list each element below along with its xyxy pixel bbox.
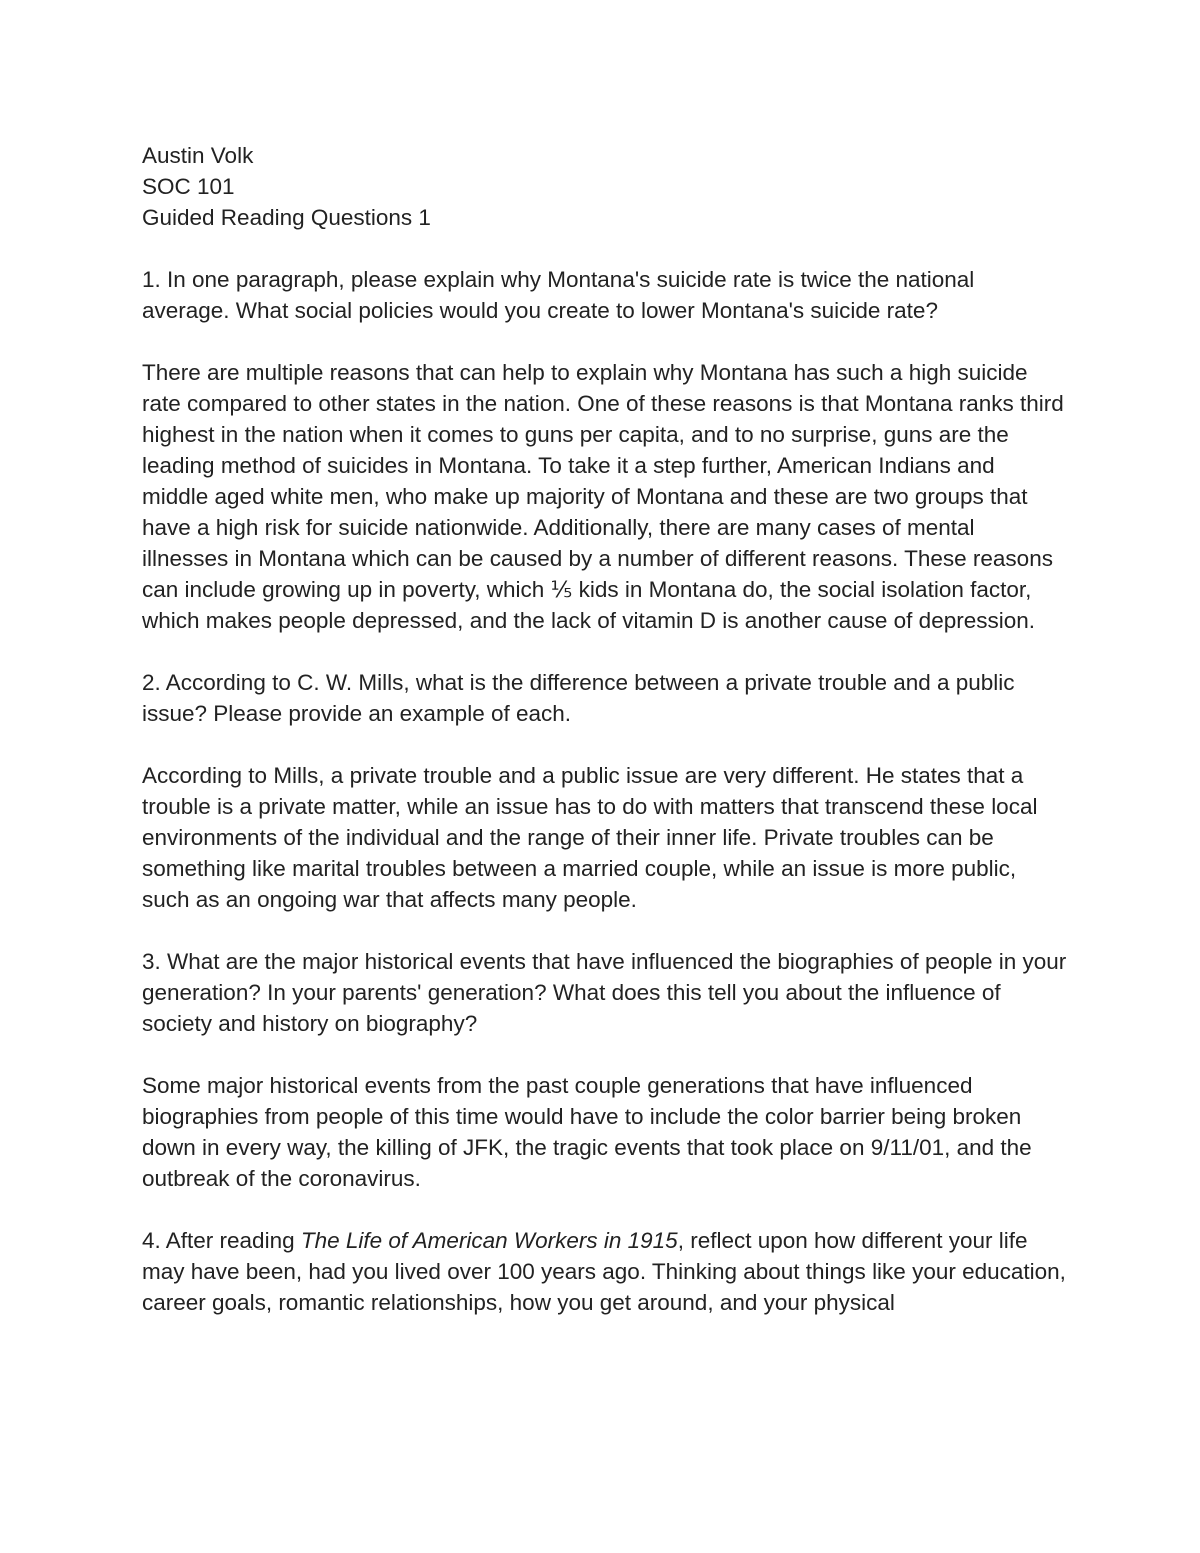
spacer: [142, 1039, 1067, 1070]
author-name: Austin Volk: [142, 143, 254, 168]
spacer: [142, 915, 1067, 946]
spacer: [142, 326, 1067, 357]
answer-1: There are multiple reasons that can help to explain why Montana has such a high suicide rate compared to other states in the nation. One of these reasons is that Montana ranks third highest in the nation when it comes to guns per capita, and to no surprise, guns are the leading method of suicides in Montana. To take it a step further, American Indians and middle aged white men, who make up majority of Montana and these are two groups that have a high risk for suicide nationwide. Additionally, there are many cases of mental illnesses in Montana which can be caused by a number of different reasons. These reasons can include growing up in poverty, which ⅕ kids in Montana do, the social isolation factor, which makes people depressed, and the lack of vitamin D is another cause of depression.: [142, 360, 1064, 633]
question-1: 1. In one paragraph, please explain why Montana's suicide rate is twice the national average. What social policies would you create to lower Montana's suicide rate?: [142, 267, 975, 323]
question-3: 3. What are the major historical events that have influenced the biographies of people in your generation? In your parents' generation? What does this tell you about the influence of society and history on biography?: [142, 949, 1067, 1036]
spacer: [142, 1194, 1067, 1225]
answer-2: According to Mills, a private trouble and a public issue are very different. He states that a trouble is a private matter, while an issue has to do with matters that transcend these local environments of the individual and the range of their inner life. Private troubles can be something like marital troubles between a married couple, while an issue is more public, such as an ongoing war that affects many people.: [142, 763, 1038, 912]
question-4-reading-title: The Life of American Workers in 1915: [300, 1228, 678, 1253]
spacer: [142, 729, 1067, 760]
question-4: [142, 1225, 1067, 1318]
question-2: 2. According to C. W. Mills, what is the difference between a private trouble and a public issue? Please provide an example of each.: [142, 670, 1015, 726]
spacer: [142, 636, 1067, 667]
question-4-prefix: 4. After reading: [142, 1228, 301, 1253]
answer-3: Some major historical events from the past couple generations that have influenced biographies from people of this time would have to include the color barrier being broken down in every way, the killing of JFK, the tragic events that took place on 9/11/01, and the outbreak of the coronavirus.: [142, 1073, 1032, 1191]
assignment-title: Guided Reading Questions 1: [142, 205, 431, 230]
course-name: SOC 101: [142, 174, 235, 199]
spacer: [142, 233, 1067, 264]
question-4-suffix: , reflect upon how different your life may have been, had you lived over 100 years ago. Thinking about things like your education, career goals, romantic relationships, how you get around, and your physical: [142, 1228, 1066, 1315]
document-body: [142, 140, 1067, 1318]
